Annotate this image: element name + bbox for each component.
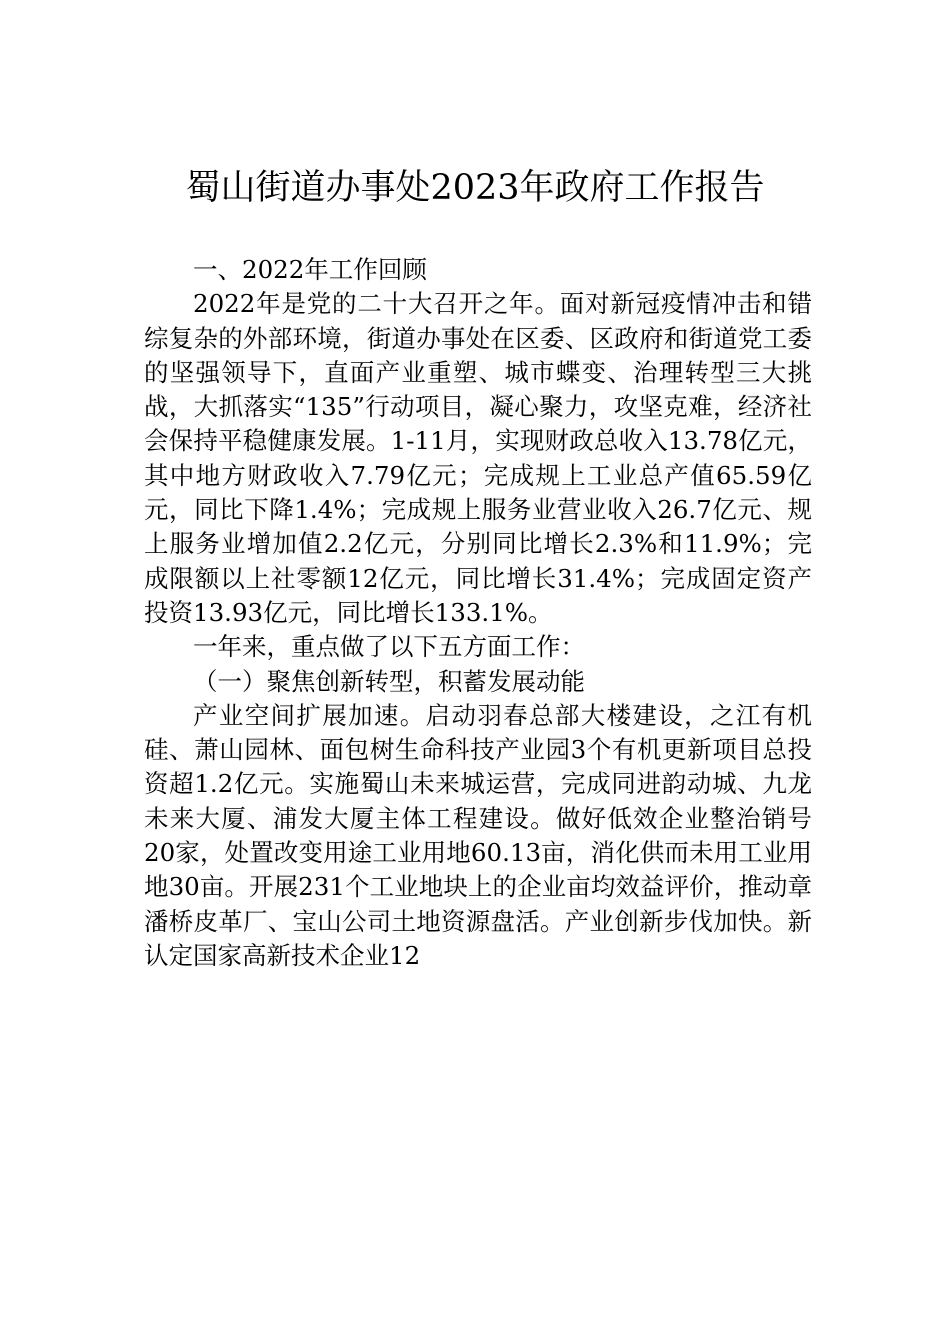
document-title: 蜀山街道办事处2023年政府工作报告 (185, 168, 765, 208)
subheading-innovation: （一）聚焦创新转型，积蓄发展动能 (193, 666, 585, 696)
paragraph-overview: 2022年是党的二十大召开之年。面对新冠疫情冲击和错综复杂的外部环境，街道办事处在区委、区政府和街道党工委的坚强领导下，直面产业重塑、城市蝶变、治理转型三大挑战，大抓落实“135”行动项目，凝心聚力，攻坚克难，经济社会保持平稳健康发展。1-11月，实现财政总收入13.78亿元，其中地方财政收入7.79亿元；完成规上工业总产值65.59亿元，同比下降1.4%；完成规上服务业营业收入26.7亿元、规上服务业增加值2.2亿元，分别同比增长2.3%和11.9%；完成限额以上社零额12亿元，同比增长31.4%；完成固定资产投资13.93亿元，同比增长133.1%。 (144, 289, 812, 627)
paragraph-summary: 一年来，重点做了以下五方面工作： (193, 632, 585, 662)
section-heading: 一、2022年工作回顾 (193, 255, 427, 284)
paragraph-industry: 产业空间扩展加速。启动羽春总部大楼建设，之江有机硅、萧山园林、面包树生命科技产业园3个有机更新项目总投资超1.2亿元。实施蜀山未来城运营，完成同进韵动城、九龙未来大厦、浦发大厦主体工程建设。做好低效企业整治销号20家，处置改变用途工业用地60.13亩，消化供而未用工业用地30亩。开展231个工业地块上的企业亩均效益评价，推动章潘桥皮革厂、宝山公司土地资源盘活。产业创新步伐加快。新认定国家高新技术企业12 (144, 700, 812, 970)
document-body (144, 253, 812, 973)
